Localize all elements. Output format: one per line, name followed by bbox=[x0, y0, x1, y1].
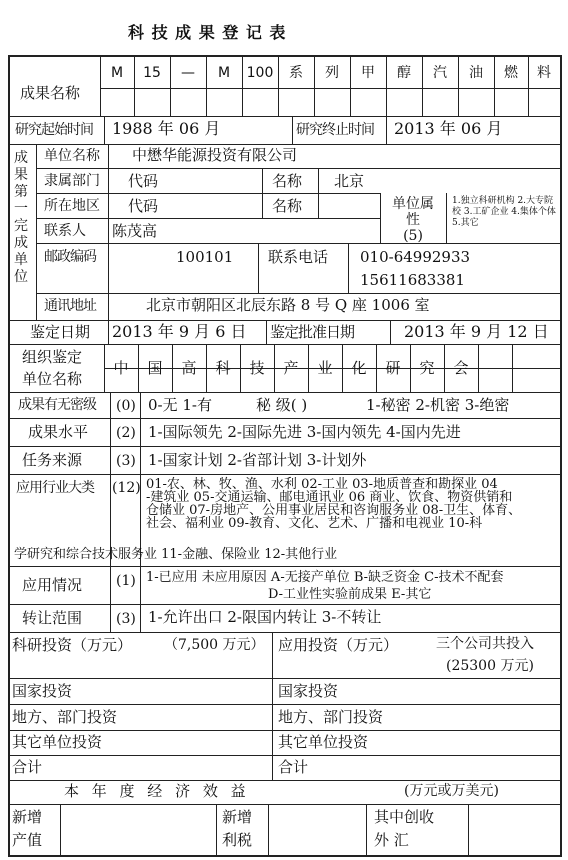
secret-value: (0) bbox=[116, 398, 136, 414]
invest-row-other: 其它单位投资 bbox=[278, 733, 369, 751]
unit-name-value: 中懋华能源投资有限公司 bbox=[132, 146, 298, 164]
secret-level-label: 秘 级( ) bbox=[256, 396, 308, 414]
result-name-char: M bbox=[217, 65, 231, 81]
new-output-label-2: 产值 bbox=[12, 831, 43, 849]
invest-row-national: 国家投资 bbox=[278, 682, 339, 700]
result-name-char: 燃 bbox=[504, 65, 518, 81]
result-name-char: 汽 bbox=[433, 65, 447, 81]
unit-attr-options: 1.独立科研机构 2.大专院校 3.工矿企业 4.集体个体 5.其它 bbox=[452, 196, 556, 228]
start-date-label: 研究起始时间 bbox=[15, 122, 93, 138]
contact-label: 联系人 bbox=[44, 223, 86, 239]
source-options: 1-国家计划 2-省部计划 3-计划外 bbox=[148, 451, 367, 469]
level-label: 成果水平 bbox=[28, 423, 89, 441]
dept-code-label: 代码 bbox=[128, 172, 159, 190]
new-output-label-1: 新增 bbox=[12, 808, 43, 826]
org-name-char: 国 bbox=[147, 359, 163, 377]
org-name-char: 中 bbox=[113, 359, 129, 377]
dept-label: 隶属部门 bbox=[44, 173, 100, 189]
region-name-label: 名称 bbox=[272, 197, 303, 215]
org-label-line-2: 单位名称 bbox=[22, 370, 83, 388]
org-name-char: 高 bbox=[181, 359, 197, 377]
result-name-char: 料 bbox=[537, 65, 551, 81]
postcode-value: 100101 bbox=[176, 248, 234, 266]
unit-attr-label-text: 单位属性 bbox=[392, 196, 434, 228]
research-invest-label: 科研投资（万元） bbox=[12, 636, 133, 654]
dept-name-value: 北京 bbox=[334, 172, 365, 190]
industry-label: 应用行业大类 bbox=[16, 480, 94, 496]
invest-row-total: 合计 bbox=[12, 758, 43, 776]
forex-label-1: 其中创收 bbox=[374, 808, 435, 826]
invest-row-local: 地方、部门投资 bbox=[12, 708, 118, 726]
transfer-options: 1-允许出口 2-限国内转让 3-不转让 bbox=[148, 608, 382, 626]
phone-value-2: 15611683381 bbox=[360, 271, 465, 289]
forex-label-2: 外 汇 bbox=[374, 831, 409, 849]
result-name-label: 成果名称 bbox=[20, 84, 81, 102]
org-name-char: 究 bbox=[419, 359, 435, 377]
phone-label: 联系电话 bbox=[268, 248, 329, 266]
application-label: 应用情况 bbox=[22, 576, 83, 594]
level-value: (2) bbox=[116, 425, 136, 441]
result-name-char: 100 bbox=[246, 65, 274, 81]
org-name-char: 产 bbox=[283, 359, 299, 377]
invest-row-local: 地方、部门投资 bbox=[278, 708, 384, 726]
org-name-char: 会 bbox=[453, 359, 469, 377]
appraisal-date-label: 鉴定日期 bbox=[30, 323, 91, 341]
industry-line: -建筑业 05-交通运输、邮电通讯业 06 商业、饮食、物资供销和 bbox=[146, 490, 513, 505]
industry-line: 学研究和综合技术服务业 11-金融、保险业 12-其他行业 bbox=[14, 547, 338, 562]
invest-row-total: 合计 bbox=[278, 758, 309, 776]
invest-row-other: 其它单位投资 bbox=[12, 733, 103, 751]
apply-invest-value-2: (25300 万元) bbox=[446, 658, 534, 674]
apply-invest-label: 应用投资（万元） bbox=[278, 636, 399, 654]
result-name-char: 列 bbox=[325, 65, 339, 81]
industry-value: (12) bbox=[112, 480, 141, 496]
approve-date-value: 2013 年 9 月 12 日 bbox=[404, 322, 549, 341]
industry-line: 01-农、林、牧、渔、水利 02-工业 03-地质普查和勘探业 04 bbox=[146, 477, 498, 492]
start-date-value: 1988 年 06 月 bbox=[112, 119, 221, 138]
appraisal-date-value: 2013 年 9 月 6 日 bbox=[112, 322, 247, 341]
industry-line: 仓储业 07-房地产、公用事业居民和咨询服务业 08-卫生、体育、 bbox=[146, 503, 522, 518]
org-name-char: 科 bbox=[215, 359, 231, 377]
org-name-char: 化 bbox=[351, 359, 367, 377]
source-label: 任务来源 bbox=[22, 451, 83, 469]
dept-name-label: 名称 bbox=[272, 172, 303, 190]
apply-invest-value-1: 三个公司共投入 bbox=[436, 636, 534, 652]
unit-name-label: 单位名称 bbox=[44, 148, 100, 164]
level-options: 1-国际领先 2-国际先进 3-国内领先 4-国内先进 bbox=[148, 423, 461, 441]
application-line-2: D-工业性实验前成果 E-其它 bbox=[268, 587, 432, 602]
phone-value-1: 010-64992933 bbox=[360, 248, 471, 266]
address-label: 通讯地址 bbox=[44, 298, 96, 314]
result-name-char: 甲 bbox=[361, 65, 375, 81]
result-name-char: M bbox=[110, 65, 124, 81]
org-name-char: 业 bbox=[317, 359, 333, 377]
first-unit-side-label: 成果第一完成单位 bbox=[14, 150, 28, 285]
end-date-label: 研究终止时间 bbox=[296, 122, 374, 138]
org-name-char: 研 bbox=[385, 359, 401, 377]
invest-row-national: 国家投资 bbox=[12, 682, 73, 700]
result-name-char: 醇 bbox=[397, 65, 411, 81]
result-name-char: — bbox=[181, 65, 195, 81]
transfer-value: (3) bbox=[116, 611, 136, 627]
economic-unit: (万元或万美元) bbox=[404, 783, 499, 799]
form-title: 科 技 成 果 登 记 表 bbox=[128, 23, 287, 42]
secret-level-options: 1-秘密 2-机密 3-绝密 bbox=[366, 396, 510, 414]
region-label: 所在地区 bbox=[44, 198, 100, 214]
org-name-char: 技 bbox=[249, 359, 265, 377]
region-code-label: 代码 bbox=[128, 197, 159, 215]
secret-options: 0-无 1-有 bbox=[148, 396, 212, 414]
approve-date-label: 鉴定批准日期 bbox=[270, 323, 355, 341]
industry-options bbox=[146, 478, 558, 530]
postcode-label: 邮政编码 bbox=[44, 249, 96, 265]
source-value: (3) bbox=[116, 453, 136, 469]
address-value: 北京市朝阳区北辰东路 8 号 Q 座 1006 室 bbox=[146, 296, 430, 314]
end-date-value: 2013 年 06 月 bbox=[394, 119, 503, 138]
application-line-1: 1-已应用 未应用原因 A-无接产单位 B-缺乏资金 C-技术不配套 bbox=[146, 570, 504, 585]
new-tax-label-2: 利税 bbox=[222, 831, 253, 849]
contact-value: 陈茂高 bbox=[112, 222, 158, 240]
economic-title: 本 年 度 经 济 效 益 bbox=[64, 782, 250, 800]
research-invest-value: （7,500 万元） bbox=[164, 637, 265, 653]
org-label-line-1: 组织鉴定 bbox=[22, 348, 83, 366]
secret-label: 成果有无密级 bbox=[18, 397, 96, 413]
result-name-char: 油 bbox=[469, 65, 483, 81]
unit-attr-label bbox=[392, 196, 434, 244]
result-name-char: 15 bbox=[143, 65, 161, 81]
result-name-char: 系 bbox=[289, 65, 303, 81]
transfer-label: 转让范围 bbox=[22, 609, 83, 627]
unit-attr-value: (5) bbox=[403, 228, 423, 244]
application-value: (1) bbox=[116, 573, 136, 589]
new-tax-label-1: 新增 bbox=[222, 808, 253, 826]
industry-line: 社会、福利业 09-教育、文化、艺术、广播和电视业 10-科 bbox=[146, 516, 483, 531]
